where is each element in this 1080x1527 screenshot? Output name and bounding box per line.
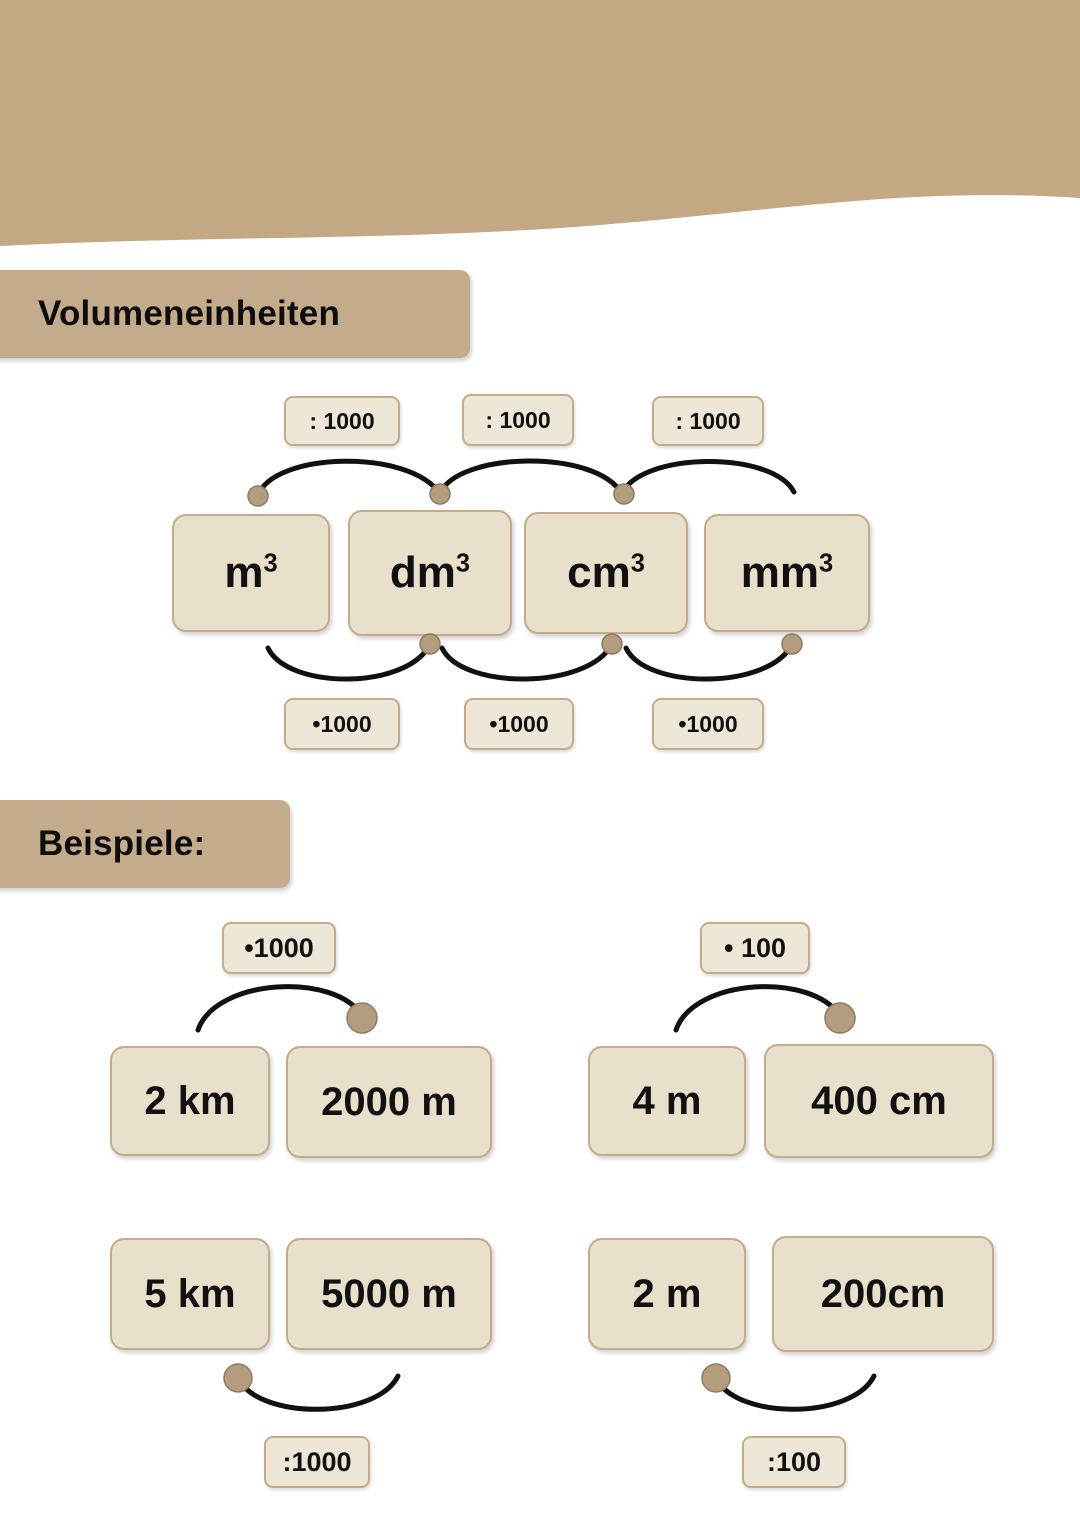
example-box-label: 2000 m [321, 1080, 457, 1124]
top-banner-decoration [0, 0, 1080, 250]
example-box-from-2 [588, 1046, 746, 1156]
arrow-divide-1 [258, 461, 440, 496]
operation-chip-label: : 1000 [309, 407, 375, 434]
example-operation-chip-4 [742, 1436, 846, 1488]
example-operation-label: • 100 [723, 932, 786, 963]
arrow-example-4 [716, 1376, 874, 1409]
unit-box-dm3 [348, 510, 512, 636]
example-box-from-1 [110, 1046, 270, 1156]
example-operation-chip-2 [700, 922, 810, 974]
example-box-from-4 [588, 1238, 746, 1350]
example-box-to-4 [772, 1236, 994, 1352]
arrow-endpoint-dot [782, 634, 802, 654]
example-box-label: 200cm [820, 1272, 946, 1316]
example-box-to-1 [286, 1046, 492, 1158]
example-operation-label: :1000 [282, 1446, 352, 1477]
unit-box-mm3 [704, 514, 870, 632]
operation-chip-label: : 1000 [485, 406, 551, 433]
arrow-endpoint-dot [347, 1003, 377, 1033]
operation-chip-label: •1000 [489, 710, 549, 737]
arrow-multiply-1 [268, 644, 430, 679]
unit-box-label: $dm^3$ [389, 548, 471, 597]
example-box-label: 5000 m [321, 1272, 457, 1316]
arrow-example-3 [238, 1376, 398, 1409]
operation-chip-label: •1000 [312, 710, 372, 737]
section-heading-label: Beispiele: [38, 824, 206, 863]
example-box-label: 4 m [632, 1079, 702, 1123]
unit-box-label: $cm^3$ [567, 548, 645, 597]
example-box-to-3 [286, 1238, 492, 1350]
example-box-label: 2 m [632, 1272, 702, 1316]
arrow-divide-3 [622, 461, 794, 494]
section-heading-label: Volumeneinheiten [38, 294, 341, 333]
operation-chip-divide-1 [284, 396, 400, 446]
example-operation-label: :100 [766, 1446, 822, 1477]
example-box-label: 5 km [144, 1272, 236, 1316]
example-operation-chip-3 [264, 1436, 370, 1488]
section-heading-beispiele [0, 800, 290, 888]
arrow-endpoint-dot [224, 1364, 252, 1392]
arrow-endpoint-dot [702, 1364, 730, 1392]
operation-chip-multiply-1 [284, 698, 400, 750]
operation-chip-label: •1000 [678, 710, 738, 737]
example-operation-label: •1000 [244, 932, 314, 963]
operation-chip-divide-3 [652, 396, 764, 446]
arrow-endpoint-dot [430, 484, 450, 504]
unit-box-label: $mm^3$ [740, 548, 834, 597]
example-box-to-2 [764, 1044, 994, 1158]
arrow-endpoint-dot [248, 486, 268, 506]
unit-box-label: $m^3$ [224, 548, 278, 597]
operation-chip-multiply-3 [652, 698, 764, 750]
example-box-label: 2 km [144, 1079, 236, 1123]
example-box-from-3 [110, 1238, 270, 1350]
arrow-multiply-2 [442, 644, 612, 679]
section-heading-volumeneinheiten [0, 270, 470, 358]
arrow-example-2 [676, 987, 840, 1030]
example-operation-chip-1 [222, 922, 336, 974]
operation-chip-multiply-2 [464, 698, 574, 750]
arrow-endpoint-dot [420, 634, 440, 654]
arrow-endpoint-dot [602, 634, 622, 654]
arrow-divide-2 [440, 461, 622, 494]
operation-chip-divide-2 [462, 394, 574, 446]
arrow-multiply-3 [626, 644, 792, 679]
unit-box-m3 [172, 514, 330, 632]
arrow-endpoint-dot [614, 484, 634, 504]
arrow-example-1 [198, 987, 362, 1030]
unit-box-cm3 [524, 512, 688, 634]
example-box-label: 400 cm [811, 1079, 947, 1123]
operation-chip-label: : 1000 [675, 407, 741, 434]
arrow-endpoint-dot [825, 1003, 855, 1033]
